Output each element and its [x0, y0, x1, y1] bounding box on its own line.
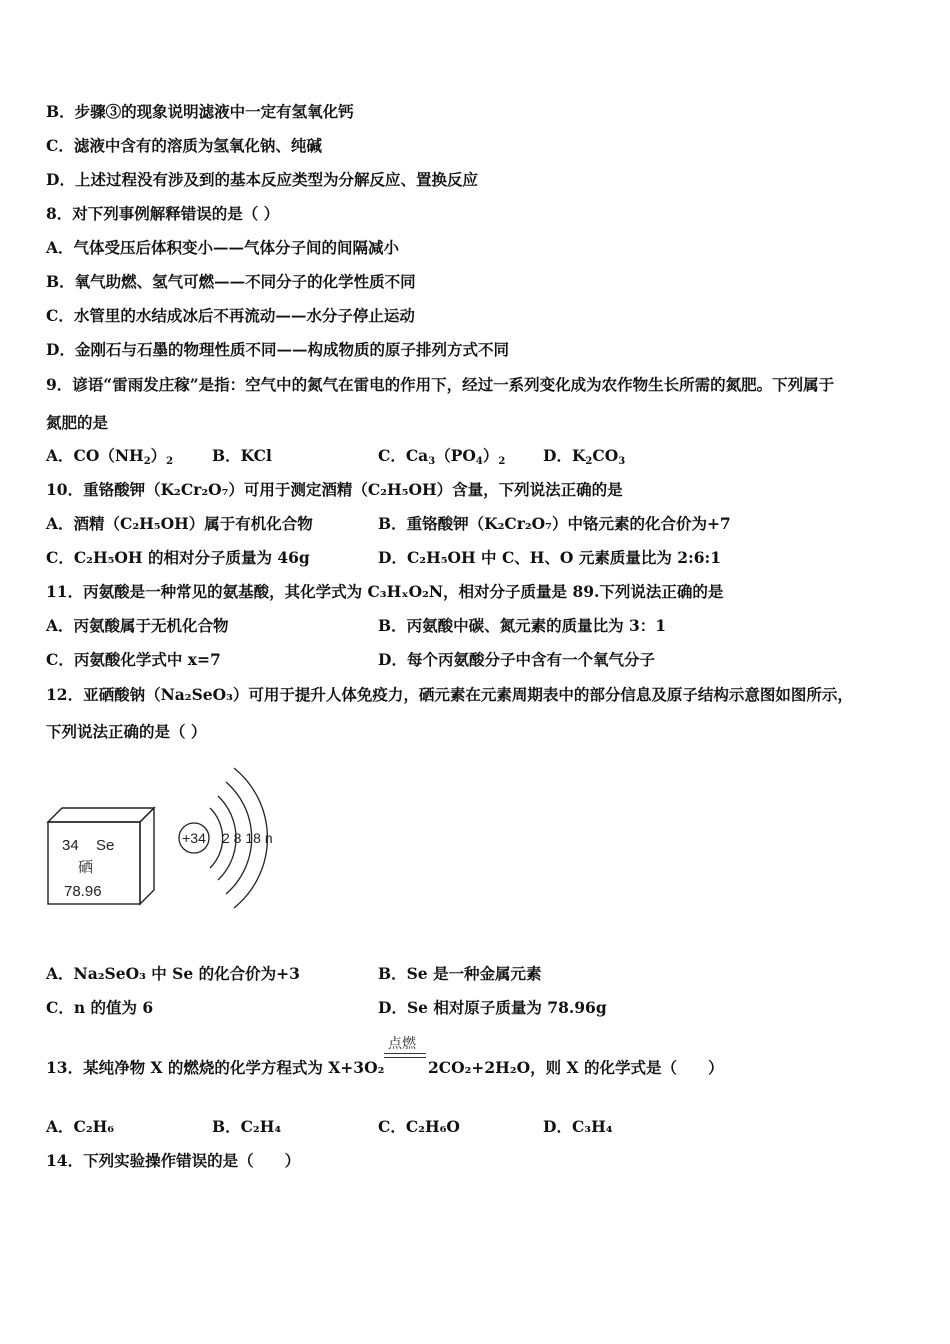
- q12-option-a: A．Na₂SeO₃ 中 Se 的化合价为+3: [46, 964, 300, 983]
- equation-bar-top: [384, 1053, 426, 1054]
- q13-option-b: B．C₂H₄: [212, 1117, 282, 1136]
- periodic-table-cell: [48, 808, 154, 904]
- q9-stem-line2: 氮肥的是: [46, 413, 109, 432]
- equation-bar-bottom: [384, 1057, 426, 1058]
- atomic-structure-diagram: [179, 768, 273, 908]
- q11-option-d: D．每个丙氨酸分子中含有一个氧气分子: [378, 650, 655, 669]
- q10-option-a: A．酒精（C₂H₅OH）属于有机化合物: [46, 514, 313, 533]
- q12-option-d: D．Se 相对原子质量为 78.96g: [378, 998, 607, 1017]
- q7-option-b: B．步骤③的现象说明滤液中一定有氢氧化钙: [46, 102, 354, 121]
- q8-stem: 8．对下列事例解释错误的是（ ）: [46, 204, 280, 223]
- q14-stem: 14．下列实验操作错误的是（ ）: [46, 1151, 301, 1170]
- q9-option-c: C．$Ca_3(PO_4)_2$: [378, 446, 506, 467]
- electron-shell-1: [210, 808, 223, 868]
- q13-stem-right: 2CO₂+2H₂O，则 X 的化学式是（ ）: [428, 1058, 724, 1077]
- q7-option-d: D．上述过程没有涉及到的基本反应类型为分解反应、置换反应: [46, 170, 478, 189]
- q10-option-b: B．重铬酸钾（K₂Cr₂O₇）中铬元素的化合价为+7: [378, 514, 731, 533]
- q9-option-d: D．$K_2CO_3$: [543, 446, 626, 467]
- nucleus-charge: +34: [182, 830, 206, 846]
- q12-option-c: C．n 的值为 6: [46, 998, 154, 1017]
- q8-option-c: C．水管里的水结成冰后不再流动——水分子停止运动: [46, 306, 415, 325]
- q13-option-c: C．C₂H₆O: [378, 1117, 460, 1136]
- atomic-number: 34: [62, 837, 79, 854]
- q13-option-a: A．C₂H₆: [46, 1117, 115, 1136]
- q9-option-a: A．$CO(NH_2)_2$: [46, 446, 174, 467]
- q13-option-d: D．C₃H₄: [543, 1117, 613, 1136]
- q10-option-c: C．C₂H₅OH 的相对分子质量为 46g: [46, 548, 310, 567]
- atomic-mass: 78.96: [64, 883, 102, 900]
- q8-option-a: A．气体受压后体积变小——气体分子间的间隔减小: [46, 238, 400, 257]
- q8-option-d: D．金刚石与石墨的物理性质不同——构成物质的原子排列方式不同: [46, 340, 509, 359]
- q12-stem-line1: 12．亚硒酸钠（Na₂SeO₃）可用于提升人体免疫力，硒元素在元素周期表中的部分信息及原子结构示意图如图所示，: [46, 685, 853, 704]
- q13-stem-left: 13．某纯净物 X 的燃烧的化学方程式为 X+3O₂: [46, 1058, 385, 1077]
- q11-option-c: C．丙氨酸化学式中 x=7: [46, 650, 221, 669]
- shell-electron-counts: 2 8 18 n: [222, 830, 273, 846]
- reaction-condition: 点燃: [388, 1036, 416, 1052]
- q11-option-a: A．丙氨酸属于无机化合物: [46, 616, 229, 635]
- q12-stem-line2: 下列说法正确的是（ ）: [46, 722, 207, 741]
- q11-stem: 11．丙氨酸是一种常见的氨基酸，其化学式为 C₃HₓO₂N，相对分子质量是 89.下列说法正确的是: [46, 582, 724, 601]
- q7-option-c: C．滤液中含有的溶质为氢氧化钠、纯碱: [46, 136, 322, 155]
- q10-stem: 10．重铬酸钾（K₂Cr₂O₇）可用于测定酒精（C₂H₅OH）含量，下列说法正确的是: [46, 480, 623, 499]
- element-symbol: Se: [96, 837, 115, 854]
- q8-option-b: B．氧气助燃、氢气可燃——不同分子的化学性质不同: [46, 272, 416, 291]
- q9-option-b: B．KCl: [212, 446, 272, 465]
- element-name: 硒: [78, 858, 94, 876]
- q12-option-b: B．Se 是一种金属元素: [378, 964, 542, 983]
- selenium-figure: [40, 760, 290, 920]
- q10-option-d: D．C₂H₅OH 中 C、H、O 元素质量比为 2:6:1: [378, 548, 722, 567]
- q9-stem-line1: 9．谚语“雷雨发庄稼”是指：空气中的氮气在雷电的作用下，经过一系列变化成为农作物生长所需的氮肥。下列属于: [46, 375, 835, 394]
- q11-option-b: B．丙氨酸中碳、氮元素的质量比为 3：1: [378, 616, 667, 635]
